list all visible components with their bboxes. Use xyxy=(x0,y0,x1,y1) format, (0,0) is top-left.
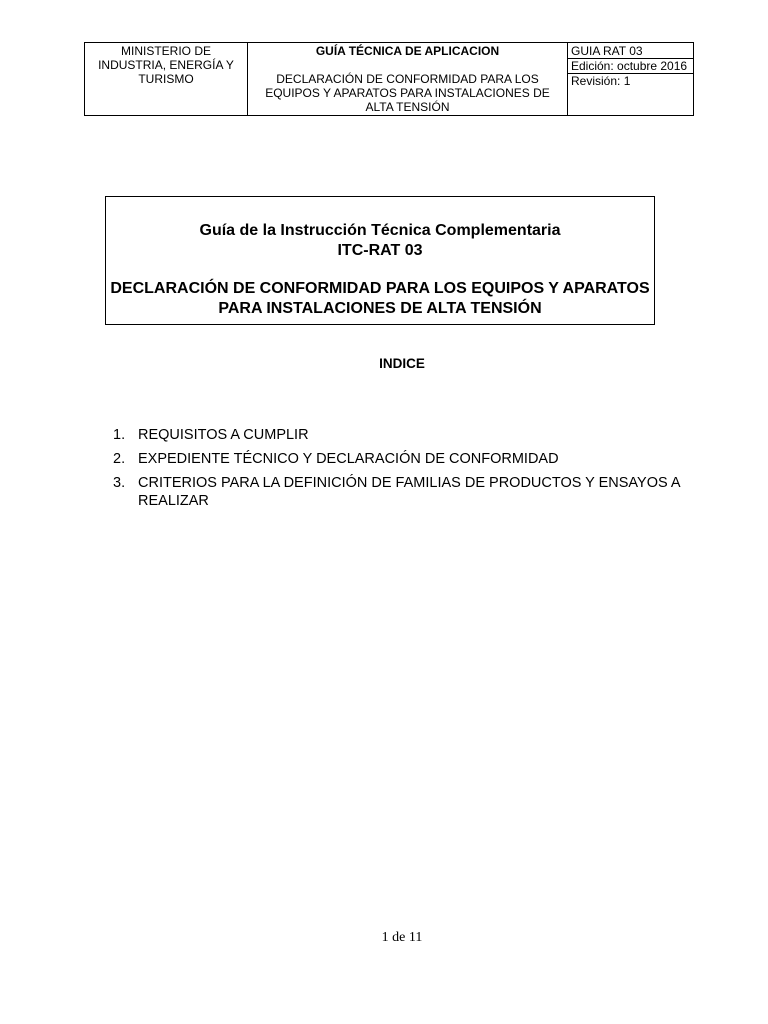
index-item-text: CRITERIOS PARA LA DEFINICIÓN DE FAMILIAS DE PRODUCTOS Y ENSAYOS A REALIZAR xyxy=(138,475,680,509)
header-reference: GUIA RAT 03 xyxy=(568,44,693,59)
index-item xyxy=(113,450,723,468)
header-doc-type: GUÍA TÉCNICA DE APLICACION xyxy=(315,44,500,58)
guide-main-title: DECLARACIÓN DE CONFORMIDAD PARA LOS EQUIPOS Y APARATOS PARA INSTALACIONES DE ALTA TENSIÓN xyxy=(110,280,650,317)
guide-title-line1: Guía de la Instrucción Técnica Complementaria xyxy=(199,222,561,239)
guide-title-line2: ITC-RAT 03 xyxy=(337,242,423,259)
header-organization: MINISTERIO DE INDUSTRIA, ENERGÍA Y TURISMO xyxy=(98,44,234,86)
guide-title xyxy=(106,221,654,261)
index-item-number: 3. xyxy=(113,475,126,491)
index-heading: INDICE xyxy=(379,356,425,371)
guide-title-box xyxy=(105,196,655,325)
index-item-number: 1. xyxy=(113,427,126,443)
index-item-number: 2. xyxy=(113,451,126,467)
header-revision: Revisión: 1 xyxy=(571,74,631,88)
header-doc-subject: DECLARACIÓN DE CONFORMIDAD PARA LOS EQUIPOS Y APARATOS PARA INSTALACIONES DE ALTA TENSIÓN xyxy=(265,72,550,114)
index-item-text: REQUISITOS A CUMPLIR xyxy=(138,427,309,443)
header-organization-cell xyxy=(85,43,248,116)
index-item-text: EXPEDIENTE TÉCNICO Y DECLARACIÓN DE CONFORMIDAD xyxy=(138,451,559,467)
header-edition: Edición: octubre 2016 xyxy=(568,59,693,74)
index-item xyxy=(113,426,723,444)
header-reference-cell xyxy=(568,43,694,116)
index-item xyxy=(113,474,723,510)
index-list xyxy=(113,426,723,516)
document-header-table xyxy=(84,42,694,116)
header-title-cell xyxy=(248,43,568,116)
page-number: 1 de 11 xyxy=(381,930,423,945)
